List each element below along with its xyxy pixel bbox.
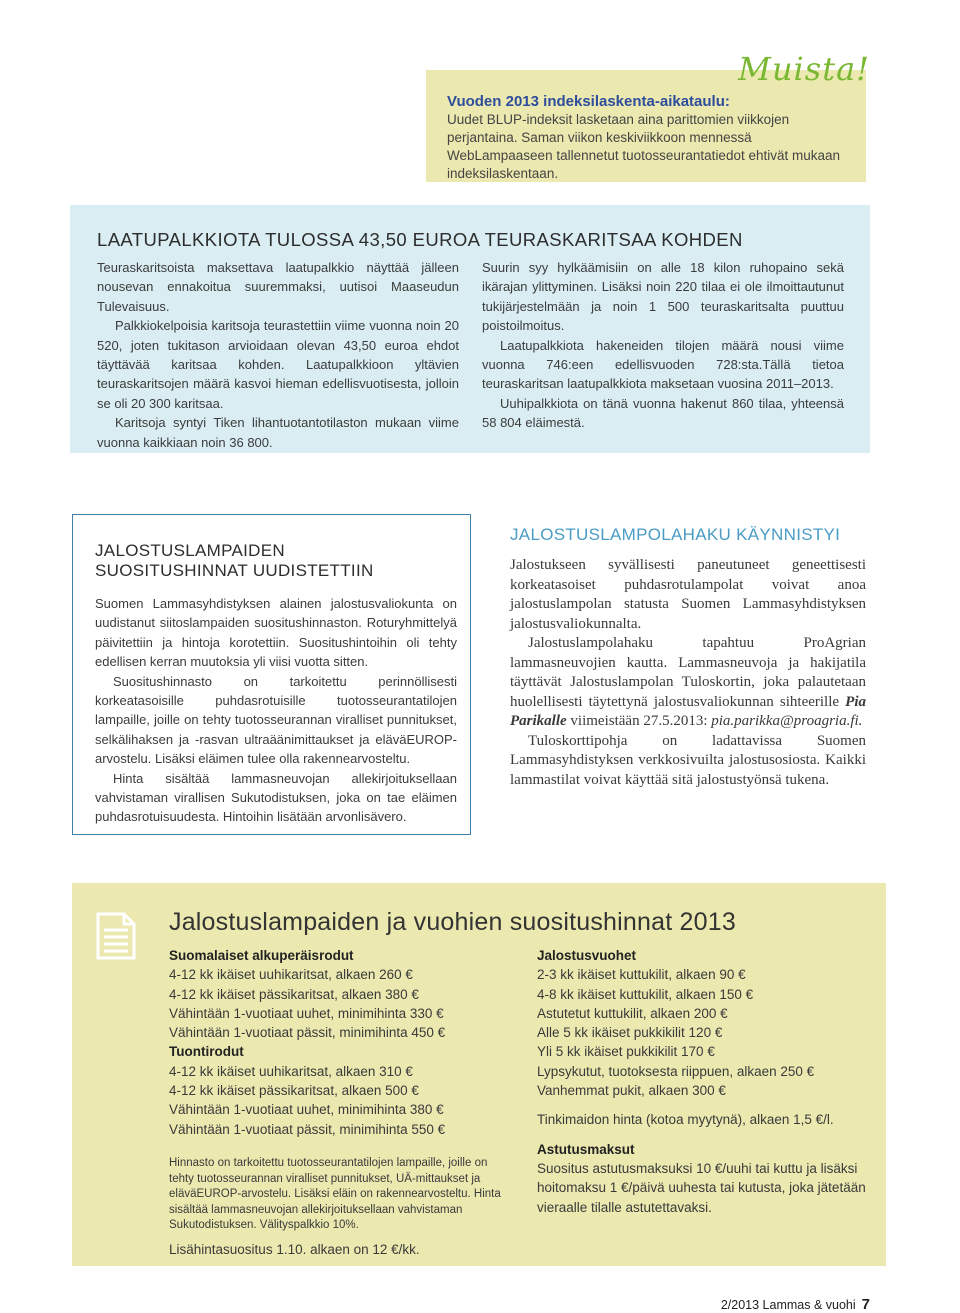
list-item: Alle 5 kk ikäiset pukkikilit 120 € [537, 1025, 723, 1041]
list-item: Vähintään 1-vuotiaat pässit, minimihinta 450 € [169, 1025, 446, 1041]
text-span: viimeistään 27.5.2013: [566, 713, 712, 729]
list-item: 4-12 kk ikäiset pässikaritsat, alkaen 380 € [169, 986, 419, 1002]
page-footer [721, 1296, 870, 1313]
reminder-title: Vuoden 2013 indeksilaskenta-aikataulu: [447, 93, 730, 110]
paragraph: Jalostukseen syvällisesti paneutuneet geneettisesti korkeatasoiset puhdasrotulampolat voivat anoa jalostuslampolan statusta Suomen Lammasyhdistyksen jalostusvaliokunnalta. [510, 557, 866, 632]
list-item: Vähintään 1-vuotiaat uuhet, minimihinta 330 € [169, 1005, 444, 1021]
lampolahaku-heading: JALOSTUSLAMPOLAHAKU KÄYNNISTYI [510, 525, 841, 544]
paragraph: Uuhipalkkiota on tänä vuonna hakenut 860 tilaa, yhteensä 58 804 eläimestä. [482, 395, 844, 431]
list-item: 4-12 kk ikäiset pässikaritsat, alkaen 500 € [169, 1083, 419, 1099]
paragraph: Karitsoja syntyi Tiken lihantuotantotilaston mukaan viime vuonna kaikkiaan noin 36 800. [97, 415, 459, 450]
laatupalkkio-heading: LAATUPALKKIOTA TULOSSA 43,50 EUROA TEURASKARITSAA KOHDEN [97, 229, 743, 250]
list-item: Vähintään 1-vuotiaat uuhet, minimihinta 380 € [169, 1102, 444, 1118]
list-item: Tinkimaidon hinta (kotoa myytynä), alkaen 1,5 €/l. [537, 1112, 834, 1128]
paragraph: Palkkiokelpoisia karitsoja teurastettiin viime vuonna noin 20 520, joten tukitason arvioidaan olevan 43,50 euroa ehdot täyttävää karitsaa kohden. Laatupalkkioon yltävien teuraskaritsojen määrä kasvoi hieman edellisvuotisesta, jolloin se oli 20 300 karitsaa. [97, 318, 459, 411]
muista-badge: Muista! [738, 50, 870, 88]
paragraph: Suurin syy hylkäämisiin on alle 18 kilon ruhopaino sekä ikärajan ylittyminen. Lisäksi noin 220 tilaa ei ole ilmoittautunut tukijärjestelmään ja noin 1 500 teuraskaritsalta puuttuu poistoilmoitus. [482, 260, 844, 334]
laatupalkkio-left-column [97, 258, 459, 452]
paragraph: Laatupalkkiota hakeneiden tilojen määrä nousi viime vuonna 746:een edellisvuoden 728:sta.Tällä tietoa teuraskaritsan laatupalkkiota maksetaan vuosina 2011–2013. [482, 337, 844, 392]
paragraph: Hinta sisältää lammasneuvojan allekirjoituksellaan vahvistaman virallisen Sukutodistuksen, joka on tae eläimen puhdasrotuisuudesta. Hintoihin lisätään arvonlisävero. [95, 770, 457, 825]
list-item: Vähintään 1-vuotiaat pässit, minimihinta 550 € [169, 1121, 446, 1137]
price-title: Jalostuslampaiden ja vuohien suositushinnat 2013 [169, 908, 736, 936]
document-icon [96, 912, 136, 960]
list-item: Vanhemmat pukit, alkaen 300 € [537, 1083, 726, 1099]
page-number: 7 [861, 1296, 870, 1313]
issue-label: 2/2013 Lammas & vuohi [720, 1298, 856, 1312]
laatupalkkio-right-column [482, 258, 844, 433]
list-item: Lypsykutut, tuotoksesta riippuen, alkaen 250 € [537, 1063, 815, 1079]
list-heading: Astutusmaksut [537, 1141, 635, 1157]
paragraph: Suositushinnasto on tarkoitettu perinnöllisesti korkeatasoisille puhdasrotuisille tuotosseurantatilojen lampaille, joille on tehty tuotosseurannan viralliset punnitukset, selkälihaksen ja -rasvan ultraäänimittaukset ja eläväEUROP-arvostelu. Lisäksi eläimen tulee olla rakennearvosteltu. [95, 673, 457, 767]
contact-name: Pia Parikalle [510, 693, 866, 729]
list-heading: Tuontirodut [169, 1044, 244, 1060]
list-heading: Suomalaiset alkuperäisrodut [169, 948, 354, 963]
suositushinnat-heading [95, 541, 455, 581]
list-item: Astutetut kuttukilit, alkaen 200 € [537, 1005, 728, 1021]
paragraph [510, 634, 866, 732]
suositushinnat-body [95, 594, 457, 827]
list-item: 4-12 kk ikäiset uuhikaritsat, alkaen 260 € [169, 967, 413, 983]
contact-email[interactable]: pia.parikka@proagria.fi. [711, 713, 863, 729]
text-span: Jalostuslampolahaku tapahtuu ProAgrian lammasneuvojien kautta. Lammasneuvoja ja hakijatila täyttävät Jalostuslampolan Tuloskortin, joka palautetaan huolellisesti täytettynä jalostusvaliokunnan sihteerille [510, 635, 866, 710]
lampolahaku-body [510, 556, 866, 790]
price-extra: Lisähintasuositus 1.10. alkaen on 12 €/kk. [169, 1242, 420, 1257]
list-item: 4-8 kk ikäiset kuttukilit, alkaen 150 € [537, 986, 754, 1002]
paragraph: Suomen Lammasyhdistyksen alainen jalostusvaliokunta on uudistanut siitoslampaiden suositushinnaston. Roturyhmittelyä päivitettiin ja hintoja korotettiin. Suositushintoihin oli tehty edellisen kerran muutoksia yli viisi vuotta sitten. [95, 596, 457, 670]
list-item: 4-12 kk ikäiset uuhikaritsat, alkaen 310 € [169, 1063, 413, 1079]
price-note: Hinnasto on tarkoitettu tuotosseurantatilojen lampaille, joille on tehty tuotosseurannan viralliset punnitukset, UÄ-mittaukset ja eläväEUROP-arvostelu. Lisäksi eläin on rakennearvosteltu. Hinta sisältää lammasneuvojan allekirjoituksellaan vahvistaman Sukutodistuksen. Välityspalkkio 10%. [169, 1157, 501, 1231]
price-list-goats [537, 946, 867, 1217]
heading-line: JALOSTUSLAMPAIDEN [95, 541, 285, 560]
list-item: 2-3 kk ikäiset kuttukilit, alkaen 90 € [537, 967, 746, 983]
list-item: Suositus astutusmaksuksi 10 €/uuhi tai kuttu ja lisäksi hoitomaksu 1 €/päivä uuhesta tai kutusta, joka jätetään vieraalle tilalle astutettavaksi. [537, 1160, 866, 1215]
list-heading: Jalostusvuohet [537, 948, 637, 963]
heading-line: SUOSITUSHINNAT UUDISTETTIIN [95, 561, 374, 580]
price-list-sheep [169, 946, 519, 1139]
paragraph: Tuloskorttipohja on ladattavissa Suomen Lammasyhdistyksen verkkosivuilta jalostusosiosta. Kaikki lammastilat voivat käyttää sitä jalostustyönsä tukena. [510, 732, 866, 788]
list-item: Yli 5 kk ikäiset pukkikilit 170 € [537, 1044, 715, 1060]
reminder-body: Uudet BLUP-indeksit lasketaan aina parittomien viikkojen perjantaina. Saman viikon keskiviikkoon mennessä WebLampaaseen tallennetut tuotosseurantatiedot ehtivät mukaan indeksilaskentaan. [447, 112, 841, 181]
paragraph: Teuraskaritsoista maksettava laatupalkkio näyttää jälleen nousevan ennakoitua suuremmaksi, uutisoi Maaseudun Tulevaisuus. [97, 260, 459, 314]
